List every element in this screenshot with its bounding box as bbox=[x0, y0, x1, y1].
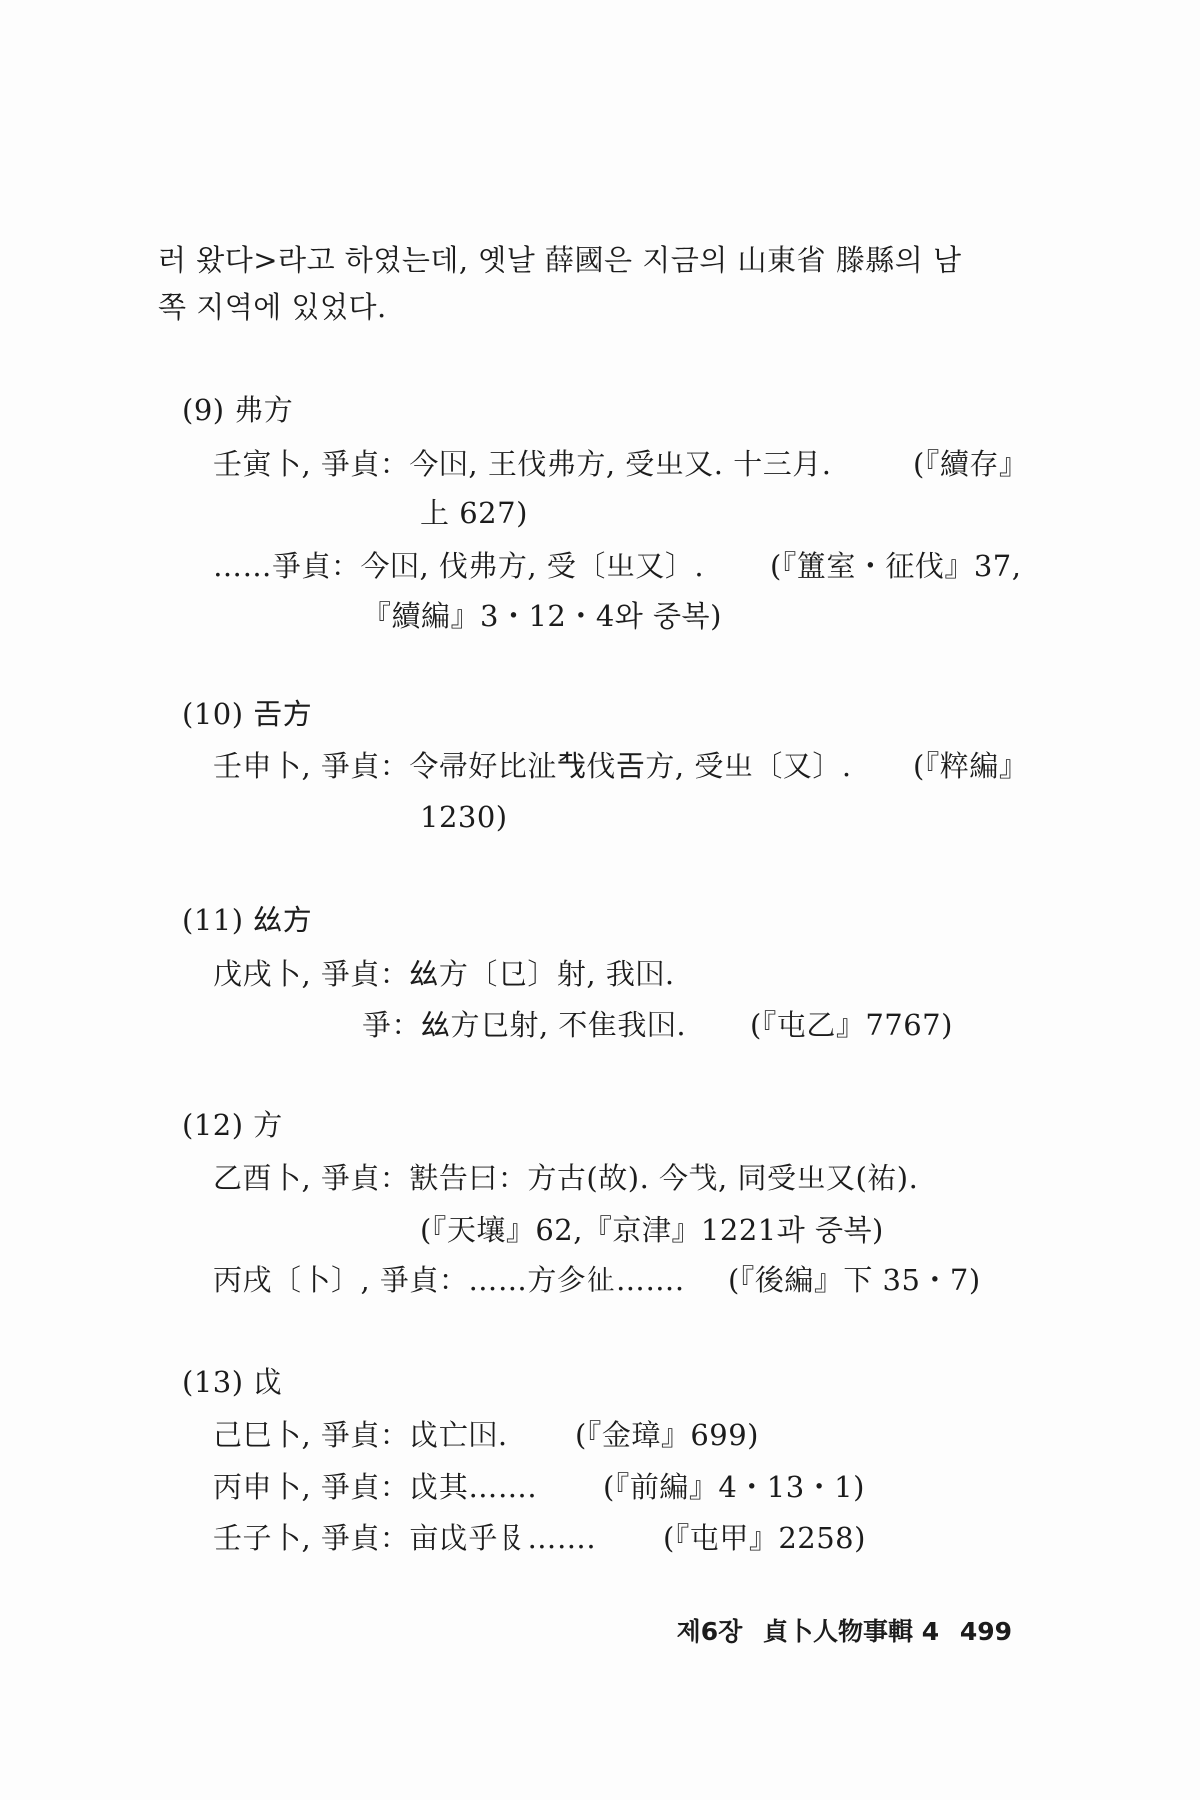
entry-9-heading: (9) 弗方 bbox=[182, 393, 294, 427]
chapter-label: 제6장 bbox=[676, 1617, 743, 1646]
entry-12-line-3: 丙戌〔卜〕, 爭貞：……方㐱𢓊……. bbox=[213, 1263, 685, 1297]
chapter-title: 貞卜人物事輯 4 bbox=[762, 1617, 940, 1646]
entry-12-line-2: (『天壤』62,『京津』1221과 중복) bbox=[420, 1213, 884, 1247]
entry-13-line-1: 己巳卜, 爭貞：戉亡𡆥. bbox=[213, 1418, 508, 1452]
entry-9-line-1 bbox=[213, 444, 831, 484]
entry-9-citation-3: (『簠室・征伐』37, bbox=[770, 549, 1022, 583]
intro-line-2: 쪽 지역에 있었다. bbox=[158, 290, 387, 324]
entry-9-line-3: ……爭貞：今𡆥, 伐弗方, 受〔㞢又〕. bbox=[213, 549, 705, 583]
entry-13-heading: (13) 戉 bbox=[182, 1365, 283, 1399]
entry-11-heading: (11) 𢆶方 bbox=[182, 903, 313, 937]
page-number: 499 bbox=[959, 1617, 1012, 1646]
entry-13-citation-3: (『屯甲』2258) bbox=[663, 1521, 866, 1555]
entry-11-line-1: 戊戌卜, 爭貞：𢆶方〔㔾〕射, 我𡆥. bbox=[213, 957, 675, 991]
entry-12-citation-3: (『後編』下 35・7) bbox=[728, 1263, 981, 1297]
page-footer bbox=[665, 1612, 1012, 1648]
entry-13-citation-2: (『前編』4・13・1) bbox=[603, 1470, 865, 1504]
inscription-text: 壬寅卜, 爭貞：今𡆥, 王伐弗方, 受㞢又. 十三月. bbox=[213, 447, 832, 481]
entry-12-line-1: 乙酉卜, 爭貞：㝬告曰：方古(故). 今𢦏, 同受㞢又(祐). bbox=[213, 1161, 919, 1195]
entry-13-citation-1: (『金璋』699) bbox=[575, 1418, 759, 1452]
entry-13-line-3: 壬子卜, 爭貞：亩戉乎𠬝……. bbox=[213, 1521, 597, 1555]
entry-9-citation-1: (『續存』 bbox=[913, 447, 1029, 481]
entry-13-line-2: 丙申卜, 爭貞：戉其……. bbox=[213, 1470, 538, 1504]
entry-10-line-1: 壬申卜, 爭貞：令帚好比沚𢦔伐𢀛方, 受㞢〔又〕. bbox=[213, 749, 852, 783]
entry-12-heading: (12) 方 bbox=[182, 1108, 283, 1142]
entry-10-line-2: 1230) bbox=[420, 800, 508, 834]
entry-11-citation-2: (『屯乙』7767) bbox=[750, 1008, 953, 1042]
entry-9-line-4: 『續編』3・12・4와 중복) bbox=[362, 599, 722, 633]
entry-9-line-2: 上 627) bbox=[420, 496, 528, 530]
entry-10-citation-1: (『粹編』 bbox=[913, 749, 1029, 783]
intro-line-1: 러 왔다>라고 하였는데, 옛날 薛國은 지금의 山東省 滕縣의 남 bbox=[158, 243, 962, 277]
entry-11-line-2: 爭：𢆶方㔾射, 不隹我𡆥. bbox=[362, 1008, 687, 1042]
entry-10-heading: (10) 𢀛方 bbox=[182, 697, 313, 731]
